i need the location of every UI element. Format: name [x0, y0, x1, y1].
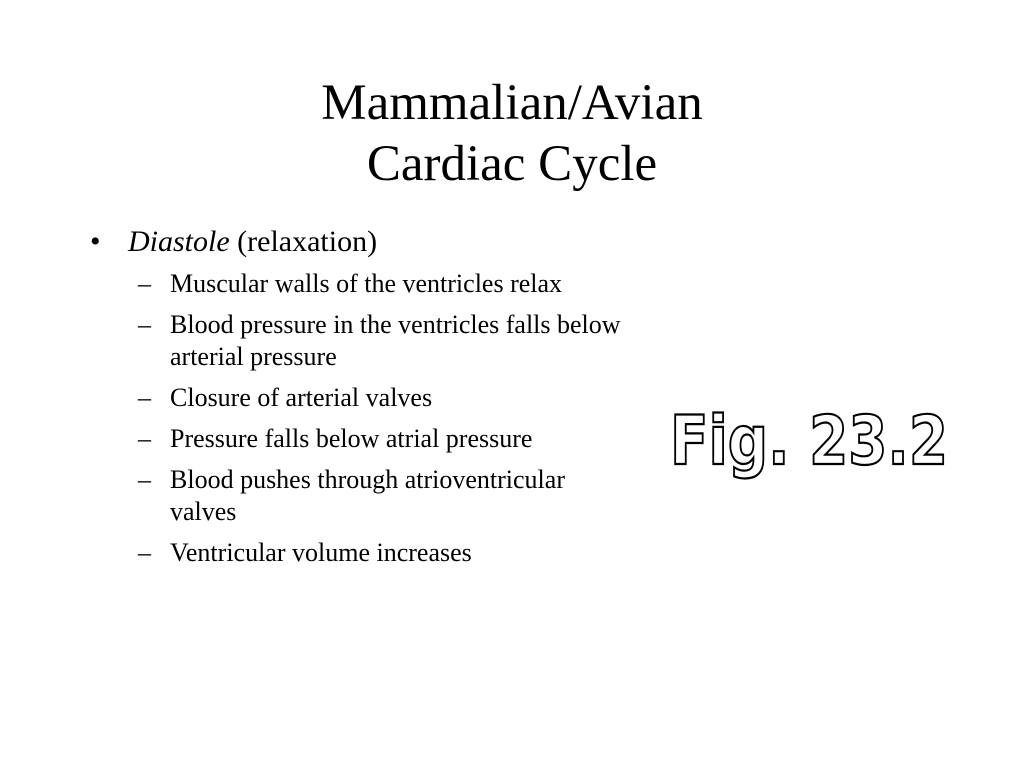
bullet-marker: • [90, 225, 101, 258]
bullet-rest: (relaxation) [229, 225, 378, 258]
list-item [90, 464, 630, 528]
list-item [90, 309, 630, 373]
list-item-text: Ventricular volume increases [170, 538, 472, 567]
title-line-1: Mammalian/Avian [321, 75, 703, 131]
slide-title [0, 73, 1024, 195]
title-line-2: Cardiac Cycle [366, 136, 658, 192]
list-item-text: Muscular walls of the ventricles relax [170, 269, 563, 298]
list-item [90, 537, 630, 569]
slide-body [90, 222, 630, 578]
list-item [90, 268, 630, 300]
list-item-text: Closure of arterial valves [170, 383, 433, 412]
dash-marker: – [138, 465, 151, 494]
dash-marker: – [138, 383, 151, 412]
dash-marker: – [138, 424, 151, 453]
figure-reference [668, 398, 958, 481]
list-item-text: Blood pressure in the ventricles falls below arterial pressure [170, 310, 621, 371]
dash-marker: – [138, 269, 151, 298]
dash-marker: – [138, 538, 151, 567]
bullet-diastole [90, 222, 630, 262]
figure-reference-text: Fig. 23.2 [670, 402, 948, 481]
sub-bullet-list [90, 268, 630, 569]
bullet-term: Diastole [128, 225, 230, 258]
list-item [90, 423, 630, 455]
list-item-text: Pressure falls below atrial pressure [170, 424, 533, 453]
figure-reference-art [668, 398, 958, 481]
dash-marker: – [138, 310, 151, 339]
list-item [90, 382, 630, 414]
list-item-text: Blood pushes through atrioventricular valves [170, 465, 565, 526]
